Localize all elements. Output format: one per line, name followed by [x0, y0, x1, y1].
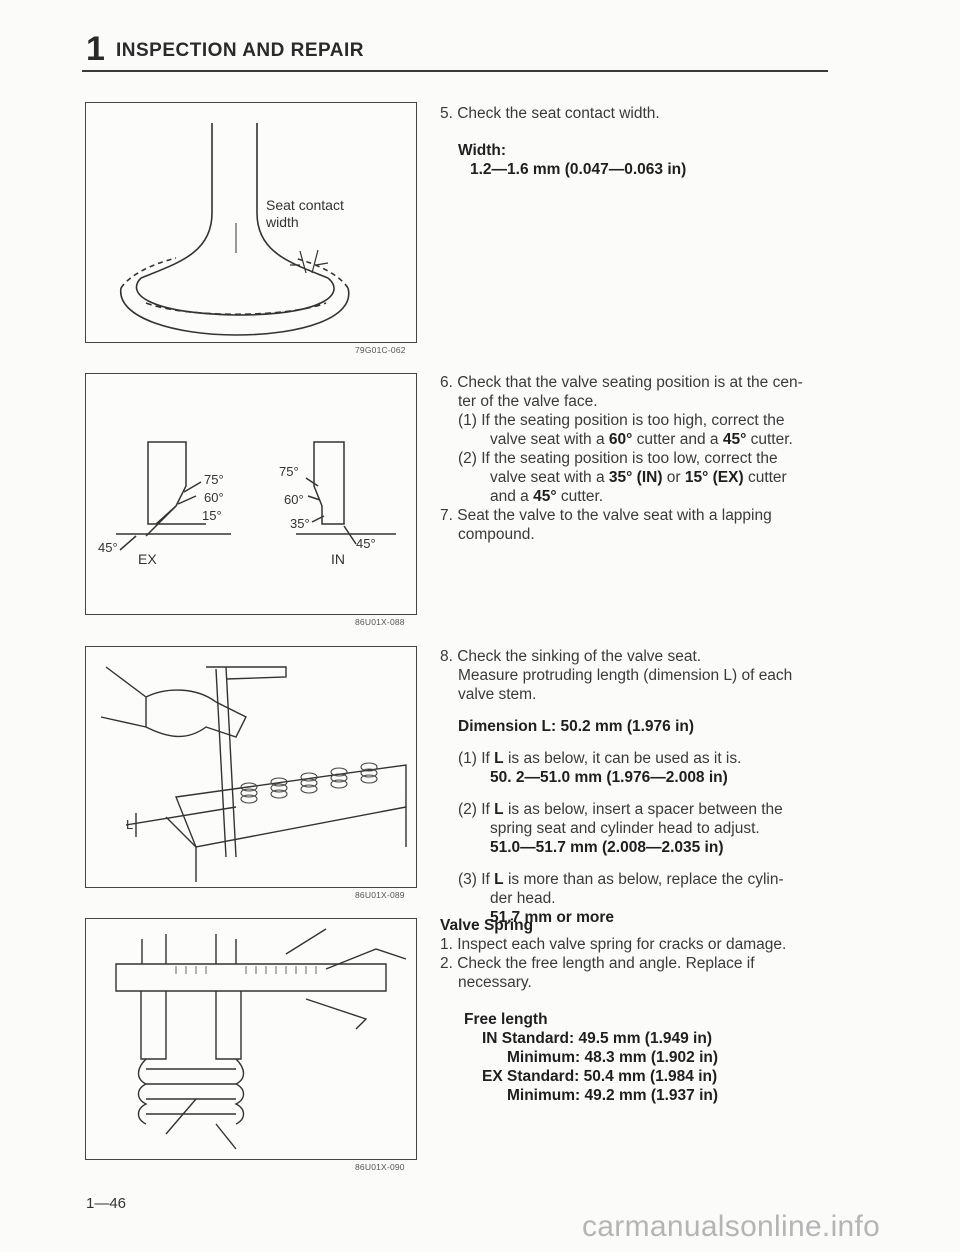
step-6-item1-line1: (1) If the seating position is too high, correct the	[458, 412, 785, 429]
step-6-item2-line2: valve seat with a 35° (IN) or 15° (EX) cutter	[490, 469, 787, 486]
width-label: Width:	[458, 142, 507, 159]
condition-1: (1) If L is as below, it can be used as it is.	[458, 750, 742, 767]
in-side-label: IN	[331, 551, 345, 567]
section-8	[440, 647, 792, 927]
figure-spring-free-length	[85, 918, 417, 1160]
valve-seat-drawing	[86, 103, 416, 342]
step-8-line3: valve stem.	[458, 686, 537, 703]
condition-3: (3) If L is more than as below, replace the cylin-	[458, 871, 784, 888]
step-6-line2: ter of the valve face.	[458, 393, 598, 410]
in-angle-45: 45°	[356, 536, 376, 551]
chapter-title: INSPECTION AND REPAIR	[116, 40, 365, 61]
figure-seat-contact-width	[85, 102, 417, 343]
step-6-item1-line2: valve seat with a 60° cutter and a 45° cutter.	[490, 431, 793, 448]
condition-3-line2: der head.	[490, 890, 556, 907]
in-angle-35: 35°	[290, 516, 310, 531]
condition-2-value: 51.0—51.7 mm (2.008—2.035 in)	[490, 839, 724, 856]
step-6-item2-line3: and a 45° cutter.	[490, 488, 604, 505]
figure-code: 86U01X-089	[355, 890, 405, 900]
figure-seat-angles	[85, 373, 417, 615]
valve-spring-item2-line2: necessary.	[458, 974, 532, 991]
condition-3-value: 51.7 mm or more	[490, 909, 615, 926]
condition-1-value: 50. 2—51.0 mm (1.976—2.008 in)	[490, 769, 728, 786]
header-rule	[82, 70, 828, 72]
valve-spring-item2-line1: 2. Check the free length and angle. Replace if	[440, 955, 755, 972]
figure-stem-protrusion	[85, 646, 417, 888]
watermark: carmanualsonline.info	[582, 1210, 881, 1243]
ex-minimum: Minimum: 49.2 mm (1.937 in)	[507, 1087, 719, 1104]
ex-angle-45: 45°	[98, 540, 118, 555]
step-6-line1: 6. Check that the valve seating position is at the cen-	[440, 374, 803, 391]
width-value: 1.2—1.6 mm (0.047—0.063 in)	[470, 161, 687, 178]
section-5	[440, 104, 686, 179]
seat-angle-drawing	[86, 374, 416, 614]
ex-angle-60: 60°	[204, 490, 224, 505]
step-8-line1: 8. Check the sinking of the valve seat.	[440, 648, 702, 665]
in-angle-60: 60°	[284, 492, 304, 507]
ex-standard: EX Standard: 50.4 mm (1.984 in)	[482, 1068, 718, 1085]
figure-code: 79G01C-062	[355, 345, 406, 355]
figure-code: 86U01X-090	[355, 1162, 405, 1172]
valve-spring-heading: Valve Spring	[440, 917, 534, 934]
step-8-line2: Measure protruding length (dimension L) of each	[458, 667, 793, 684]
chapter-number: 1	[86, 30, 105, 68]
width-label: width	[266, 214, 299, 230]
condition-2-line2: spring seat and cylinder head to adjust.	[490, 820, 760, 837]
step-5-text: 5. Check the seat contact width.	[440, 105, 660, 122]
ex-angle-75: 75°	[204, 472, 224, 487]
in-angle-75: 75°	[279, 464, 299, 479]
ex-angle-15: 15°	[202, 508, 222, 523]
valve-spring-item1: 1. Inspect each valve spring for cracks or damage.	[440, 936, 787, 953]
section-6-7	[440, 373, 803, 544]
in-standard: IN Standard: 49.5 mm (1.949 in)	[482, 1030, 712, 1047]
in-minimum: Minimum: 48.3 mm (1.902 in)	[507, 1049, 719, 1066]
condition-2: (2) If L is as below, insert a spacer between the	[458, 801, 783, 818]
step-6-item2-line1: (2) If the seating position is too low, correct the	[458, 450, 778, 467]
caliper-on-cylinder-head-drawing	[86, 647, 416, 887]
seat-contact-label: Seat contact	[266, 197, 344, 213]
page-number: 1—46	[86, 1195, 127, 1212]
figure-code: 86U01X-088	[355, 617, 405, 627]
step-7-line2: compound.	[458, 526, 535, 543]
dimension-l-label: L	[126, 817, 134, 832]
caliper-on-spring-drawing	[86, 919, 416, 1159]
valve-spring-section	[440, 916, 786, 1105]
dimension-l: Dimension L: 50.2 mm (1.976 in)	[458, 718, 695, 735]
step-7-line1: 7. Seat the valve to the valve seat with a lapping	[440, 507, 772, 524]
ex-side-label: EX	[138, 551, 157, 567]
free-length-label: Free length	[464, 1011, 548, 1028]
